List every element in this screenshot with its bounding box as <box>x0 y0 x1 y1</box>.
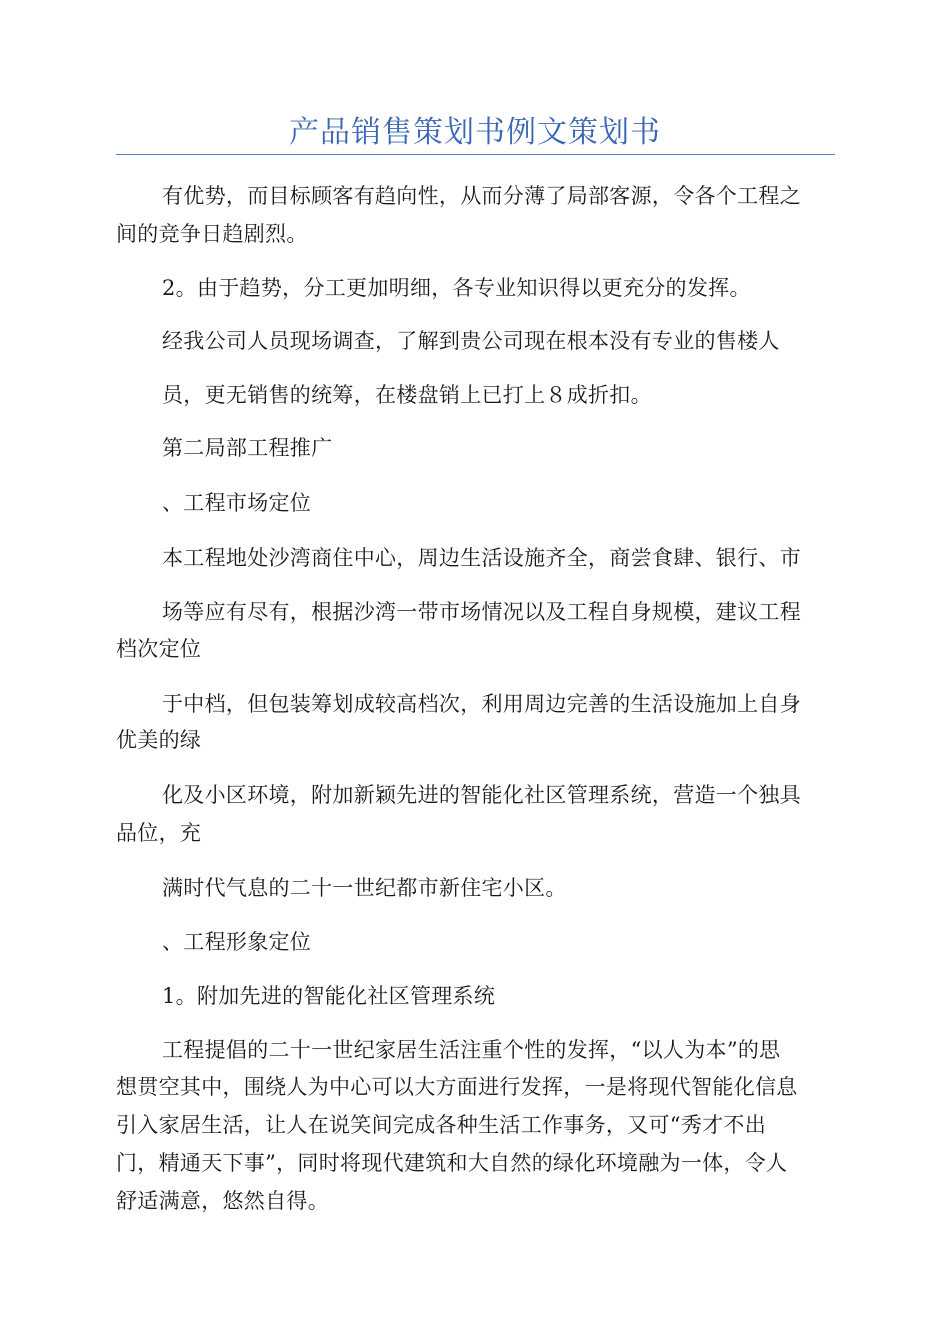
subsection-heading: 、工程市场定位 <box>162 491 312 515</box>
paragraph-line: 引入家居生活，让人在说笑间完成各种生活工作事务，又可“秀才不出 <box>116 1113 767 1137</box>
paragraph-line: 间的竞争日趋剧烈。 <box>116 222 308 246</box>
document-title: 产品销售策划书例文策划书 <box>289 115 661 150</box>
section-heading: 第二局部工程推广 <box>162 436 333 460</box>
paragraph-line: 场等应有尽有，根据沙湾一带市场情况以及工程自身规模，建议工程 <box>162 600 801 624</box>
paragraph-line: 舒适满意，悠然自得。 <box>116 1189 329 1213</box>
list-item: 1。附加先进的智能化社区管理系统 <box>162 984 496 1008</box>
paragraph-line: 品位，充 <box>116 821 202 845</box>
paragraph-line: 员，更无销售的统筹，在楼盘销上已打上８成折扣。 <box>162 383 652 407</box>
paragraph-line: 门，精通天下事”，同时将现代建筑和大自然的绿化环境融为一体，令人 <box>116 1151 788 1175</box>
paragraph-line: 有优势，而目标顾客有趋向性，从而分薄了局部客源，令各个工程之 <box>162 184 801 208</box>
paragraph-line: 于中档，但包装筹划成较高档次，利用周边完善的生活设施加上自身 <box>162 692 801 716</box>
paragraph-line: 档次定位 <box>116 637 202 661</box>
subsection-heading: 、工程形象定位 <box>162 930 312 954</box>
paragraph-line: 优美的绿 <box>116 728 202 752</box>
paragraph-line: 2。由于趋势，分工更加明细，各专业知识得以更充分的发挥。 <box>162 276 751 300</box>
paragraph-line: 化及小区环境，附加新颖先进的智能化社区管理系统，营造一个独具 <box>162 783 801 807</box>
paragraph-line: 本工程地处沙湾商住中心，周边生活设施齐全，商尝食肆、银行、市 <box>162 546 801 570</box>
paragraph-line: 满时代气息的二十一世纪都市新住宅小区。 <box>162 876 567 900</box>
paragraph-line: 经我公司人员现场调查，了解到贵公司现在根本没有专业的售楼人 <box>162 329 780 353</box>
paragraph-line: 想贯空其中，围绕人为中心可以大方面进行发挥，一是将现代智能化信息 <box>116 1075 798 1099</box>
paragraph-line: 工程提倡的二十一世纪家居生活注重个性的发挥，“以人为本”的思 <box>162 1038 781 1062</box>
title-underline <box>116 154 835 155</box>
